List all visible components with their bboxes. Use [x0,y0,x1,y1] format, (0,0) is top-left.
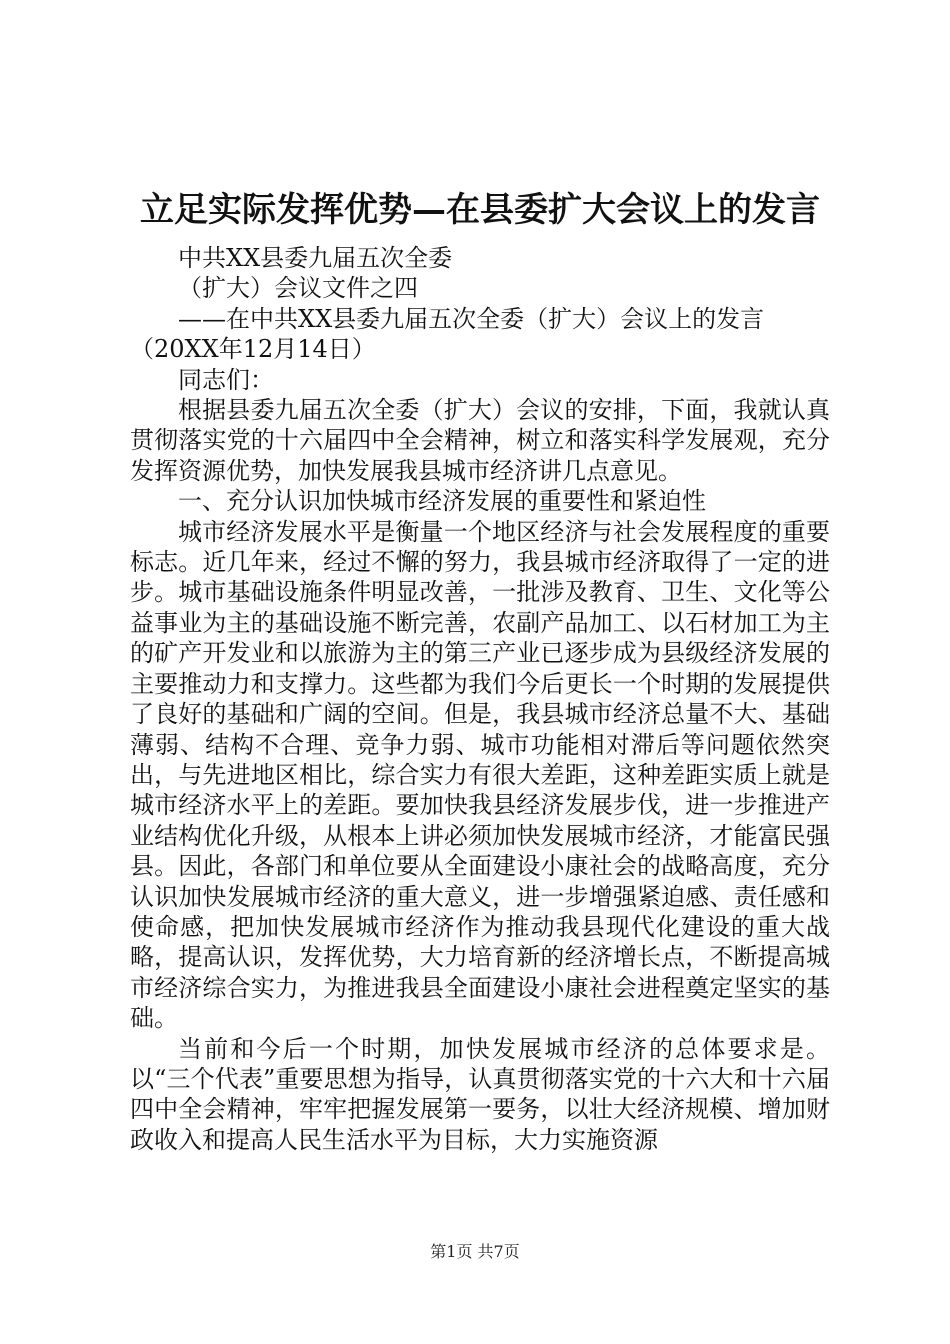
document-title: 立足实际发挥优势—在县委扩大会议上的发言 [140,190,820,230]
header-line-2: （扩大）会议文件之四 [178,274,418,303]
header-line-3: ——在中共XX县委九届五次全委（扩大）会议上的发言 [178,304,765,333]
document-page [130,185,830,1155]
paragraph-intro: 根据县委九届五次全委（扩大）会议的安排，下面，我就认真贯彻落实党的十六届四中全会精神，树立和落实科学发展观，充分发挥资源优势，加快发展我县城市经济讲几点意见。 [130,396,830,485]
paragraph-body-2: 当前和今后一个时期，加快发展城市经济的总体要求是。以“三个代表”重要思想为指导，认真贯彻落实党的十六大和十六届四中全会精神，牢牢把握发展第一要务，以壮大经济规模、增加财政收入和提高人民生活水平为目标，大力实施资源 [130,1034,830,1154]
salutation: 同志们： [178,365,274,394]
section-heading: 一、充分认识加快城市经济发展的重要性和紧迫性 [178,487,706,516]
page-footer: 第1页 共7页 [430,1242,520,1261]
paragraph-body-1: 城市经济发展水平是衡量一个地区经济与社会发展程度的重要标志。近几年来，经过不懈的努力，我县城市经济取得了一定的进步。城市基础设施条件明显改善，一批涉及教育、卫生、文化等公益事业为主的基础设施不断完善，农副产品加工、以石材加工为主的矿产开发业和以旅游为主的第三产业已逐步成为县级经济发展的主要推动力和支撑力。这些都为我们今后更长一个时期的发展提供了良好的基础和广阔的空间。但是，我县城市经济总量不大、基础薄弱、结构不合理、竞争力弱、城市功能相对滞后等问题依然突出，与先进地区相比，综合实力有很大差距，这种差距实质上就是城市经济水平上的差距。要加快我县经济发展步伐，进一步推进产业结构优化升级，从根本上讲必须加快发展城市经济，才能富民强县。因此，各部门和单位要从全面建设小康社会的战略高度，充分认识加快发展城市经济的重大意义，进一步增强紧迫感、责任感和使命感，把加快发展城市经济作为推动我县现代化建设的重大战略，提高认识，发挥优势，大力培育新的经济增长点，不断提高城市经济综合实力，为推进我县全面建设小康社会进程奠定坚实的基础。 [130,517,830,1033]
header-line-1: 中共XX县委九届五次全委 [178,244,453,272]
date-line: （20XX年12月14日） [130,335,376,364]
